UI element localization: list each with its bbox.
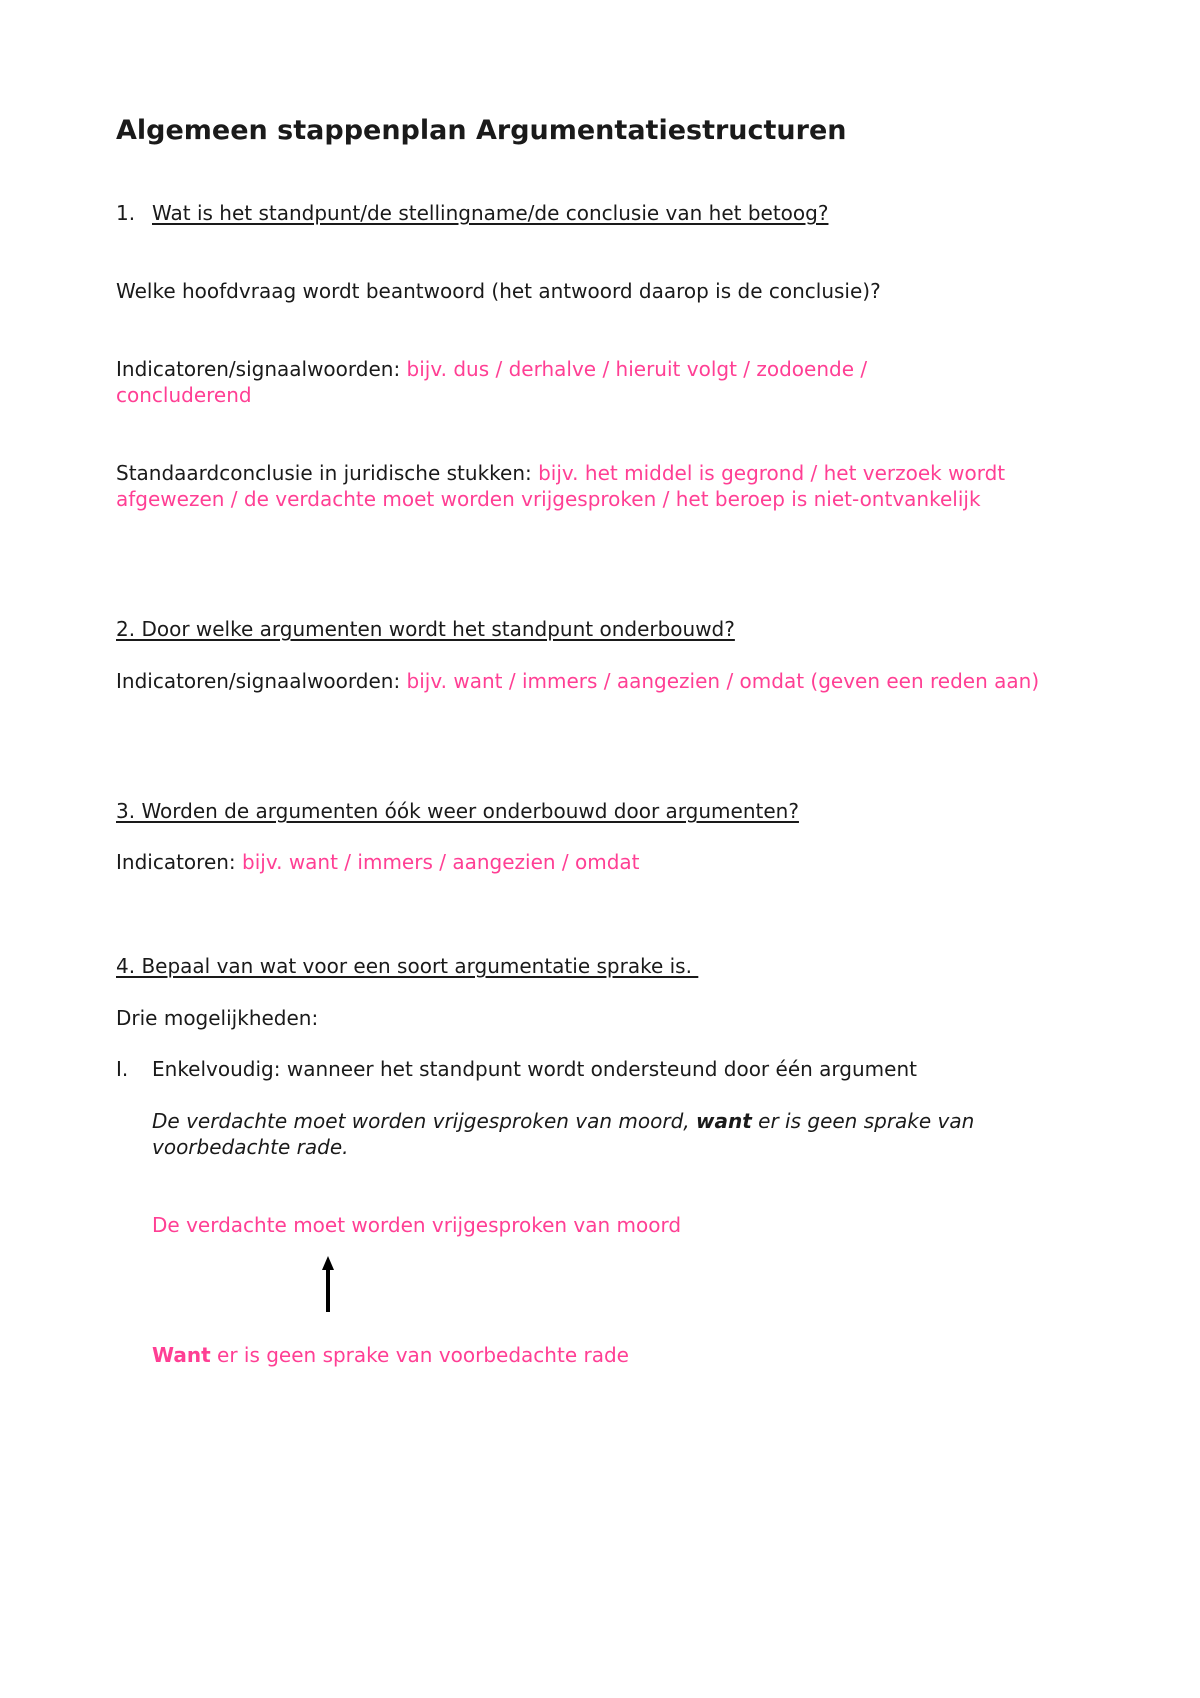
example-part1: De verdachte moet worden vrijgesproken van moord, [152,1109,697,1133]
step3-indicators [116,849,640,875]
step1-indicators [116,356,996,408]
step1-standard-value: bijv. het middel is gegrond / het verzoek wordt afgewezen / de verdachte moet worden vrijgesproken / het beroep is niet-ontvankelijk [116,461,1006,511]
step1-heading [116,200,828,226]
step1-indicators-label: Indicatoren/signaalwoorden: [116,357,407,381]
diagram-argument-rest: er is geen sprake van voorbedachte rade [210,1343,629,1367]
step1-subquestion: Welke hoofdvraag wordt beantwoord (het antwoord daarop is de conclusie)? [116,279,881,303]
diagram-conclusion: De verdachte moet worden vrijgesproken van moord [152,1213,682,1237]
diagram-argument [152,1342,629,1368]
example-bold: want [696,1109,752,1133]
step1-indicators-value: bijv. dus / derhalve / hieruit volgt / zodoende / concluderend [116,357,868,407]
step4-question: 4. Bepaal van wat voor een soort argumentatie sprake is. [116,954,699,978]
step4-item [116,1056,917,1082]
document-title: Algemeen stappenplan Argumentatiestructuren [116,115,847,146]
step1-question: Wat is het standpunt/de stellingname/de conclusie van het betoog? [152,201,829,225]
step1-standard-conclusion [116,460,1051,512]
step2-question: 2. Door welke argumenten wordt het standpunt onderbouwd? [116,617,735,641]
diagram-argument-bold: Want [152,1343,211,1367]
step3-indicators-label: Indicatoren: [116,850,243,874]
step4-intro: Drie mogelijkheden: [116,1006,319,1030]
up-arrow-icon [321,1256,335,1312]
step4-item-number: I. [116,1057,129,1081]
step2-indicators-value: bijv. want / immers / aangezien / omdat (geven een reden aan) [406,669,1040,693]
step3-indicators-value: bijv. want / immers / aangezien / omdat [242,850,640,874]
example-part2: er is geen sprake van voorbedachte rade. [152,1109,975,1159]
step1-standard-label: Standaardconclusie in juridische stukken: [116,461,539,485]
step2-indicators-label: Indicatoren/signaalwoorden: [116,669,407,693]
step3-question: 3. Worden de argumenten óók weer onderbouwd door argumenten? [116,799,799,823]
step1-number: 1. [116,201,136,225]
step2-indicators [116,668,1096,694]
step4-example-sentence [152,1108,1087,1160]
step4-item-text: Enkelvoudig: wanneer het standpunt wordt ondersteund door één argument [152,1057,917,1081]
